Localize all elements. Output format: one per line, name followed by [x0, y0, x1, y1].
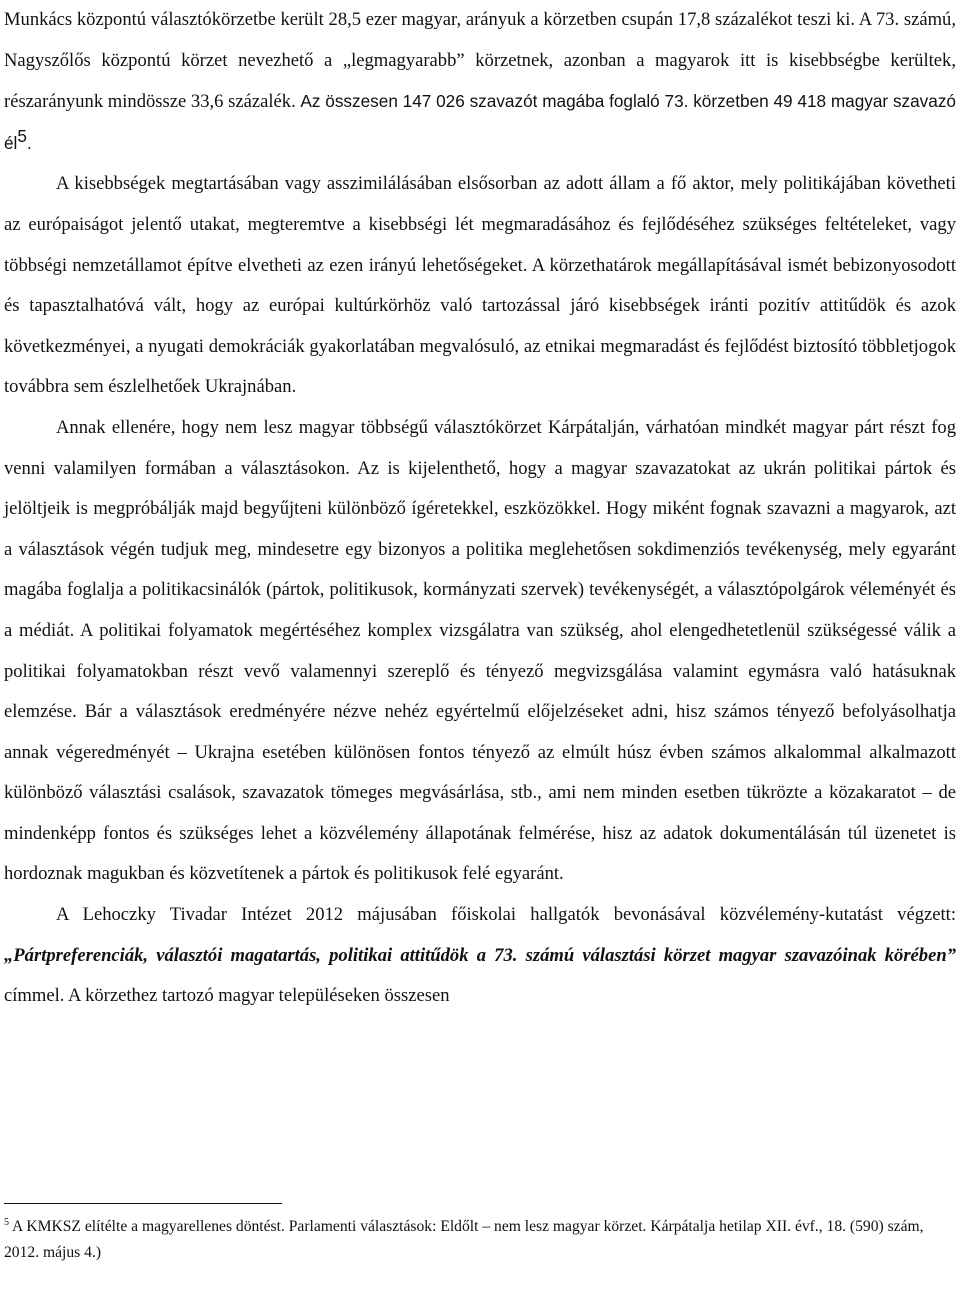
- paragraph-1-text: Munkács központú választókörzetbe került 28,5 ezer magyar, arányuk a körzetben csupán 17,8 százalékot teszi ki. A 73. számú, Nagyszőlős központú körzet nevezhető a „legmagyarabb” körzetnek, azonban a magyarok itt is kisebbségbe kerültek, részarányunk mindössze 33,6 százalék.: [4, 9, 956, 113]
- paragraph-1-sans-sentence: Az összesen 147 026 szavazót magába foglaló 73. körzetben 49 418 magyar szavazó él: [4, 91, 956, 153]
- paragraph-1-period: .: [26, 132, 32, 153]
- footnote-number: 5: [4, 1216, 9, 1228]
- paragraph-3: Annak ellenére, hogy nem lesz magyar többségű választókörzet Kárpátalján, várhatóan mindkét magyar párt részt fog venni valamilyen formában a választásokon. Az is kijelenthető, hogy a magyar szavazatokat az ukrán politikai pártok és jelöltjeik is megpróbálják majd begyűjteni különböző ígéretekkel, eszközökkel. Hogy miként fognak szavazni a magyarok, azt a választások végén tudjuk meg, mindesetre egy bizonyos a politika meglehetősen sokdimenziós tevékenység, mely egyaránt magába foglalja a politikacsinálók (pártok, politikusok, kormányzati szervek) tevékenységét, a választópolgárok véleményét és a médiát. A politikai folyamatok megértéséhez komplex vizsgálatra van szükség, ahol elengedhetetlenül szükségessé válik a politikai folyamatokban részt vevő valamennyi szereplő és tényező megvizsgálása valamint egymásra való hatásuknak elemzése. Bár a választások eredményére nézve nehéz egyértelmű előjelzéseket adni, hisz számos tényező befolyásolhatja annak végeredményét – Ukrajna esetében különösen fontos tényező az elmúlt húsz évben számos alkalommal alkalmazott különböző választási csalások, szavazatok tömeges megvásárlása, stb., ami nem minden esetben tükrözte a közakaratot – de mindenképp fontos és szükséges lehet a közvélemény állapotának felmérése, hisz az adatok dokumentálásán túl üzenetet is hordoznak magukban és közvetítenek a pártok és politikusok felé egyaránt.: [4, 416, 956, 885]
- paragraph-1: [4, 0, 956, 164]
- survey-title: „Pártpreferenciák, választói magatartás, politikai attitűdök a 73. számú választási körzet magyar szavazóinak körében”: [4, 944, 956, 966]
- paragraph-4-intro: A Lehoczky Tivadar Intézet 2012 májusában főiskolai hallgatók bevonásával közvélemény-kutatást végzett:: [56, 904, 956, 926]
- footnote-reference-5[interactable]: 5: [17, 125, 27, 146]
- footnote: [4, 1214, 956, 1266]
- paragraph-4-outro: címmel. A körzethez tartozó magyar településeken összesen: [4, 985, 450, 1007]
- footnote-divider: [4, 1203, 282, 1204]
- paragraph-2: A kisebbségek megtartásában vagy asszimilálásában elsősorban az adott állam a fő aktor, mely politikájában követheti az európaiságot jelentő utakat, megteremtve a kisebbségi lét megmaradásához és fejlődéséhez szükséges feltételeket, vagy többségi nemzetállamot építve elvetheti az ezen irányú lehetőségeket. A körzethatárok megállapításával ismét bebizonyosodott és tapasztalhatóvá vált, hogy az európai kultúrkörhöz való tartozással járó kisebbségek iránti pozitív attitűdök és azok következményei, a nyugati demokráciák gyakorlatában megvalósuló, az etnikai megmaradást és fejlődést biztosító többletjogok továbbra sem észlelhetőek Ukrajnában.: [4, 173, 956, 398]
- document-page: [4, 0, 956, 1017]
- footnote-text: A KMKSZ elítélte a magyarellenes döntést. Parlamenti választások: Eldőlt – nem lesz magyar körzet. Kárpátalja hetilap XII. évf., 18. (590) szám, 2012. május 4.): [4, 1218, 924, 1261]
- paragraph-4: [4, 895, 956, 1017]
